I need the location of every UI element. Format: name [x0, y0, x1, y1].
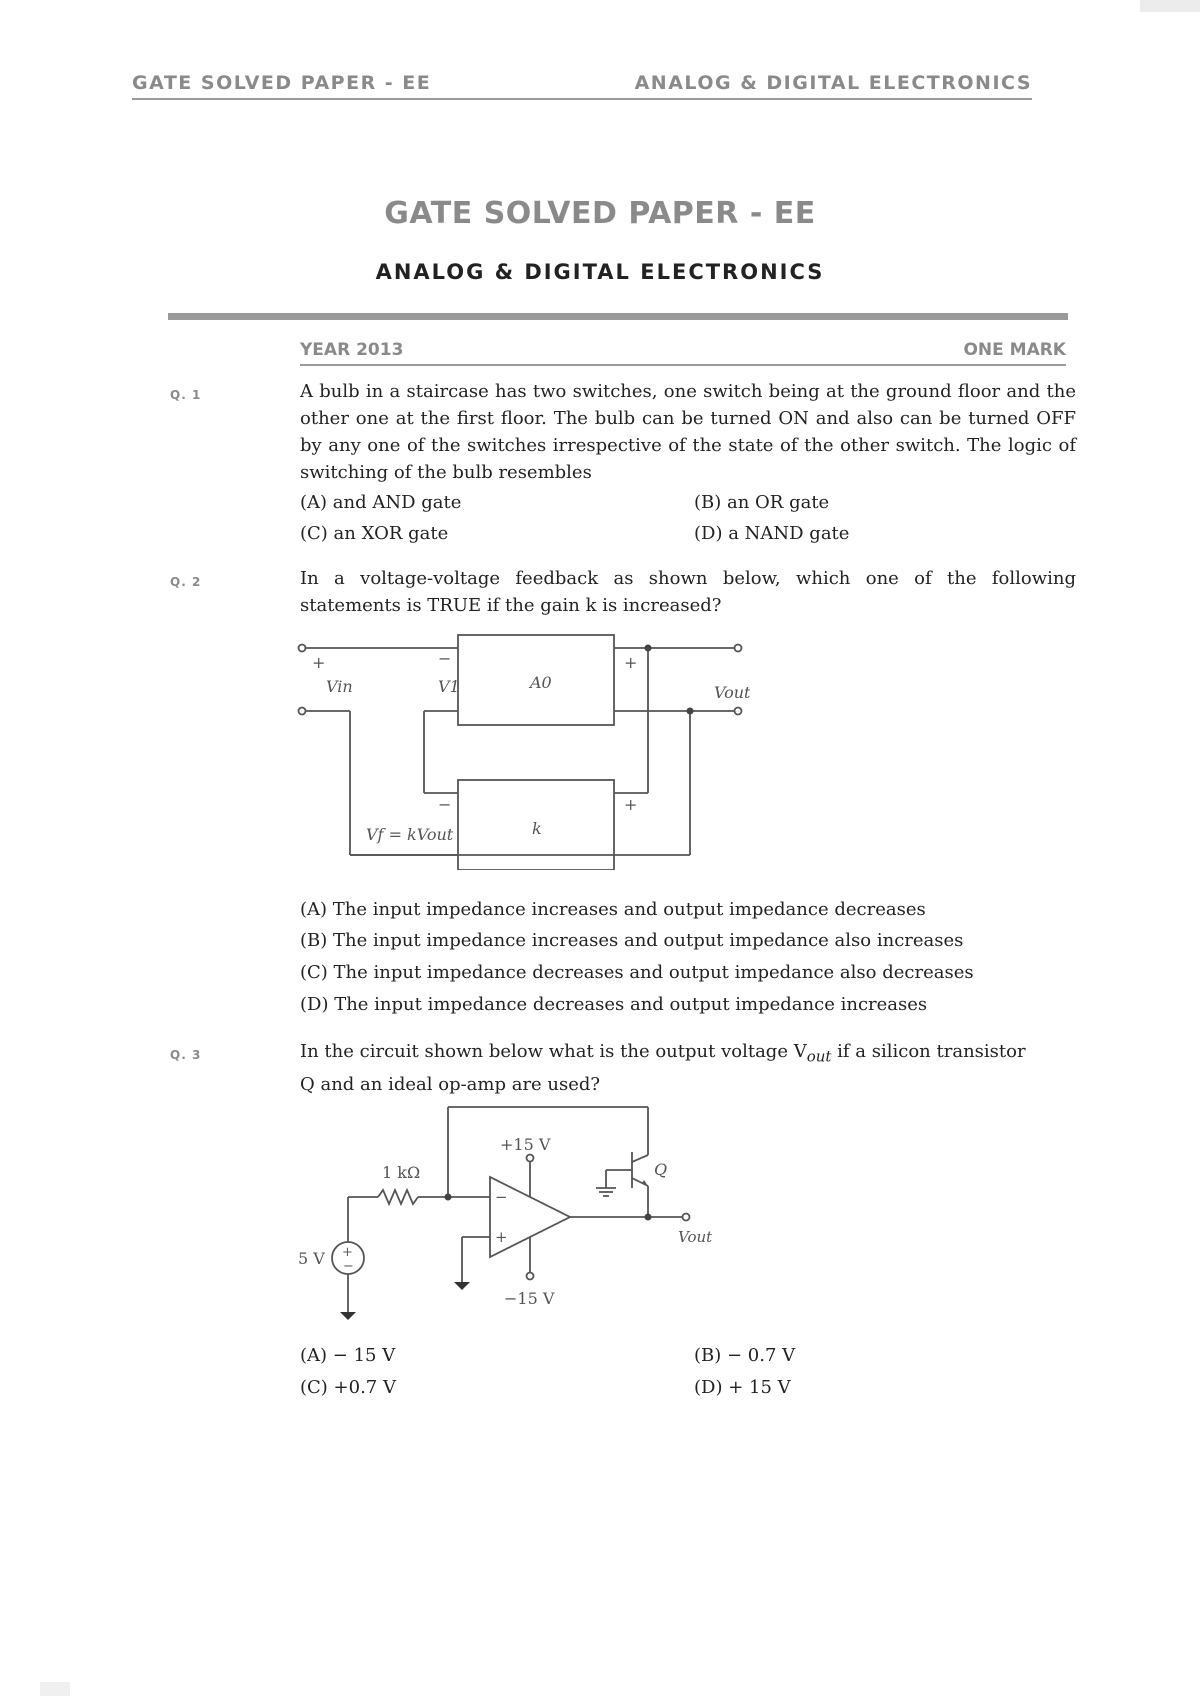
- section-year: YEAR 2013: [300, 340, 404, 360]
- a0-label: A0: [530, 673, 552, 692]
- inverting-input-label: −: [495, 1188, 508, 1206]
- running-header-left: GATE SOLVED PAPER - EE: [132, 72, 432, 94]
- transistor-label: Q: [654, 1160, 668, 1179]
- source-voltage-label: 5 V: [298, 1249, 325, 1268]
- option-a: (A) The input impedance increases and output impedance decreases: [300, 899, 926, 920]
- v1-minus-label: −: [438, 649, 452, 668]
- option-c: (C) an XOR gate: [300, 523, 449, 544]
- vf-label: Vf = kVout: [366, 825, 454, 844]
- title-divider: [168, 313, 1068, 320]
- source-minus-label: −: [343, 1259, 354, 1274]
- question-text: In the circuit shown below what is the output voltage $V_{out}$ if a silicon transistor Q and an ideal op-amp are used?: [300, 1041, 1026, 1095]
- input-plus-label: +: [312, 653, 326, 672]
- v1-label: V1: [438, 677, 460, 696]
- question-text: In a voltage-voltage feedback as shown below, which one of the following statements is TRUE if the gain k is increased?: [300, 568, 1076, 616]
- page-corner-mark: [40, 1682, 70, 1696]
- section-header: [300, 340, 1066, 366]
- source-plus-label: +: [342, 1245, 353, 1260]
- question-number: Q. 2: [170, 575, 202, 589]
- resistor-label: 1 kΩ: [382, 1163, 421, 1182]
- vin-label: Vin: [326, 677, 353, 696]
- question-number: Q. 3: [170, 1048, 202, 1062]
- option-b: (B) an OR gate: [694, 492, 830, 513]
- vout-label: Vout: [714, 683, 750, 702]
- option-b: (B) − 0.7 V: [694, 1345, 796, 1366]
- option-b: (B) The input impedance increases and output impedance also increases: [300, 930, 964, 951]
- option-a: (A) − 15 V: [300, 1345, 396, 1366]
- section-marks: ONE MARK: [963, 340, 1066, 360]
- running-header-right: ANALOG & DIGITAL ELECTRONICS: [634, 72, 1032, 94]
- vout-label: Vout: [678, 1228, 713, 1246]
- question-number: Q. 1: [170, 388, 202, 402]
- option-a: (A) and AND gate: [300, 492, 462, 513]
- page-title: GATE SOLVED PAPER - EE: [384, 196, 816, 231]
- k-minus-label: −: [438, 795, 452, 814]
- option-d: (D) a NAND gate: [694, 523, 850, 544]
- question-text: A bulb in a staircase has two switches, one switch being at the ground floor and the other one at the first floor. The bulb can be turned ON and also can be turned OFF by any one of the switches irrespective of the state of the other switch. The logic of switching of the bulb resembles: [300, 381, 1076, 483]
- option-d: (D) The input impedance decreases and output impedance increases: [300, 994, 928, 1015]
- a0-plus-label: +: [624, 653, 638, 672]
- option-d: (D) + 15 V: [694, 1377, 791, 1398]
- feedback-circuit-figure: [290, 630, 750, 870]
- option-c: (C) The input impedance decreases and output impedance also decreases: [300, 962, 974, 983]
- positive-supply-label: +15 V: [500, 1135, 551, 1154]
- page-corner-mark: [1140, 0, 1200, 12]
- option-c: (C) +0.7 V: [300, 1377, 396, 1398]
- page-subtitle: ANALOG & DIGITAL ELECTRONICS: [375, 260, 825, 284]
- opamp-circuit-figure: [290, 1100, 730, 1330]
- negative-supply-label: −15 V: [504, 1289, 555, 1308]
- noninverting-input-label: +: [495, 1228, 508, 1246]
- k-plus-label: +: [624, 795, 638, 814]
- k-label: k: [532, 819, 542, 838]
- running-header: [132, 72, 1032, 100]
